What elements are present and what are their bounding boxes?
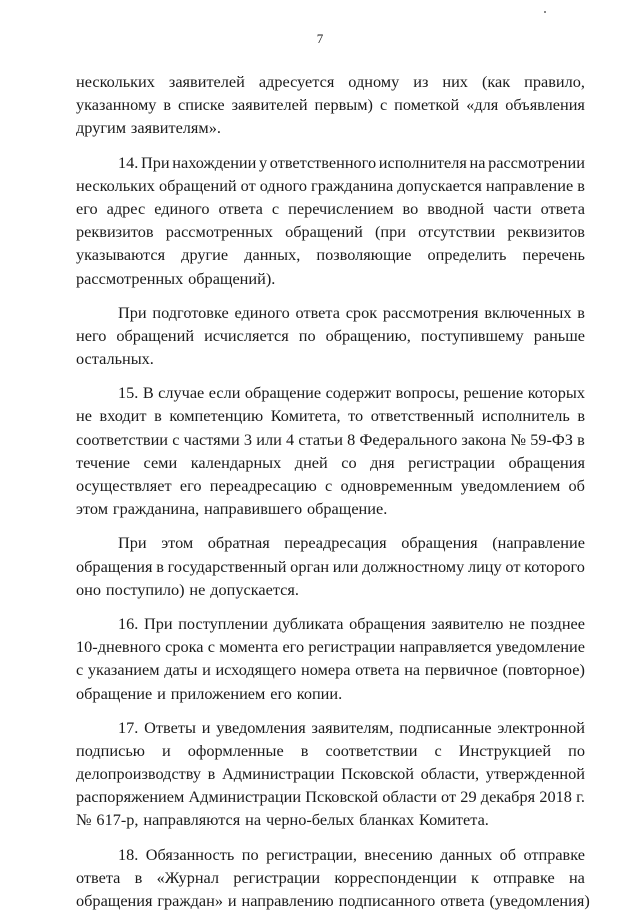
- text-line: [76, 267, 585, 290]
- text-line: [76, 739, 585, 762]
- word: обращения: [76, 556, 153, 576]
- word: переадресацию: [209, 476, 317, 495]
- word: При: [141, 152, 170, 172]
- word: направляются: [143, 810, 241, 830]
- word: у: [259, 152, 268, 172]
- word: ответа: [295, 302, 340, 322]
- paragraph-gap: [76, 832, 585, 843]
- word: поступило): [105, 579, 185, 599]
- word: г.: [576, 787, 585, 807]
- word: «для: [466, 95, 499, 115]
- word: с: [172, 429, 180, 449]
- word: от: [441, 787, 457, 807]
- word: регистрации: [233, 867, 321, 887]
- word: (уведомления): [489, 891, 590, 910]
- document-body: [76, 70, 590, 912]
- word: содержит: [325, 383, 392, 403]
- word: с: [271, 198, 280, 218]
- word: со: [341, 452, 357, 472]
- word: раньше: [533, 325, 585, 345]
- word: регистрации,: [266, 844, 357, 864]
- word: на: [404, 660, 421, 680]
- word: от: [505, 556, 521, 576]
- word: подготовке: [152, 302, 229, 322]
- word: даты: [164, 660, 198, 680]
- word: направление: [485, 175, 574, 195]
- word: рассмотрении: [488, 152, 585, 172]
- word: статьи: [298, 429, 343, 449]
- word: случае: [158, 383, 205, 403]
- word: не: [76, 406, 92, 426]
- word: 8: [347, 429, 356, 449]
- text-line: [76, 555, 585, 578]
- word: нескольких: [76, 72, 155, 91]
- text-line: [76, 197, 585, 220]
- word: в: [577, 429, 585, 449]
- word: указанием: [87, 660, 160, 680]
- word: ответа: [540, 198, 585, 218]
- page-number: 7: [316, 31, 324, 46]
- word: делопроизводству: [76, 764, 202, 784]
- text-line: [76, 451, 585, 474]
- word: (повторное): [502, 660, 585, 680]
- word: во: [402, 198, 419, 218]
- word: из: [413, 72, 429, 91]
- word: 2018: [539, 787, 572, 807]
- text-line: [76, 578, 585, 601]
- word: гражданина: [311, 175, 394, 195]
- word: заявителям».: [130, 118, 221, 138]
- text-line: [76, 889, 590, 912]
- word: 617-р,: [96, 810, 139, 830]
- word: его: [76, 198, 98, 218]
- word: Инструкцией: [458, 740, 552, 760]
- word: на: [568, 867, 585, 887]
- word: обращения: [508, 452, 585, 472]
- word: дней: [294, 452, 328, 472]
- paragraph: [76, 381, 585, 520]
- word: адрес: [106, 198, 146, 218]
- word: дня: [370, 452, 395, 472]
- word: на: [245, 810, 262, 830]
- word: в: [163, 95, 172, 115]
- text-line: [76, 531, 585, 554]
- word: рассмотренных: [76, 268, 184, 288]
- scan-speck: [544, 11, 546, 13]
- word: в: [134, 867, 143, 887]
- word: обращение: [76, 683, 153, 703]
- word: отправке: [523, 844, 585, 864]
- word: соответствии: [76, 429, 168, 449]
- word: отсутствии: [418, 222, 496, 242]
- word: его: [270, 683, 292, 703]
- word: 17.: [118, 717, 139, 737]
- text-line: [76, 347, 585, 370]
- text-line: [76, 301, 585, 324]
- word: или: [256, 429, 282, 449]
- word: обращений: [158, 175, 237, 195]
- text-line: [76, 174, 585, 197]
- word: к: [470, 867, 479, 887]
- word: с: [379, 95, 388, 115]
- word: реквизитов: [76, 222, 154, 242]
- text-line: [76, 866, 585, 889]
- text-line: [76, 635, 585, 658]
- paragraph: [76, 151, 585, 290]
- word: которого: [524, 556, 585, 576]
- text-line: [76, 682, 585, 705]
- word: направляется: [399, 637, 492, 657]
- word: них: [442, 72, 468, 91]
- word: регистрации: [408, 452, 495, 472]
- word: заявителей: [168, 72, 245, 91]
- word: лицу: [467, 556, 502, 576]
- word: бланках: [359, 810, 415, 830]
- word: данных: [440, 844, 493, 864]
- text-line: [76, 151, 585, 174]
- word: При: [143, 613, 173, 633]
- word: обращению,: [325, 325, 411, 345]
- word: списке: [178, 95, 225, 115]
- word: включенных: [484, 302, 572, 322]
- word: адресуется: [258, 72, 335, 91]
- word: номера: [301, 660, 351, 680]
- word: пометкой: [394, 95, 460, 115]
- word: 16.: [118, 613, 139, 633]
- word: должностному: [362, 556, 465, 576]
- text-line: [76, 843, 585, 866]
- paragraph-gap: [76, 601, 585, 612]
- word: (направление: [492, 533, 585, 553]
- paragraph: [76, 531, 585, 601]
- word: перечень: [522, 245, 585, 265]
- word: 10-дневного: [76, 637, 161, 657]
- word: области,: [420, 764, 480, 784]
- word: на: [469, 152, 486, 172]
- word: оформленные: [187, 740, 284, 760]
- word: Комитета.: [419, 810, 489, 830]
- word: заявителям,: [311, 717, 394, 737]
- word: подписанные: [399, 717, 492, 737]
- word: обращений).: [188, 268, 276, 288]
- word: копии.: [296, 683, 343, 703]
- word: 18.: [118, 844, 139, 864]
- word: декабря: [480, 787, 536, 807]
- word: первичное: [424, 660, 498, 680]
- word: и: [227, 891, 237, 910]
- word: правило,: [524, 72, 585, 91]
- word: исполнителя: [378, 152, 467, 172]
- word: Федерального: [359, 429, 458, 449]
- paragraph-gap: [76, 705, 585, 716]
- word: календарных: [190, 452, 282, 472]
- word: в: [156, 556, 164, 576]
- word: с: [76, 660, 84, 680]
- word: об: [499, 844, 516, 864]
- word: если: [208, 383, 241, 403]
- word: данных,: [244, 245, 301, 265]
- paragraph: [76, 612, 585, 705]
- word: закона: [461, 429, 507, 449]
- word: в: [577, 175, 585, 195]
- word: одного: [259, 175, 307, 195]
- word: (при: [374, 222, 406, 242]
- word: Псковской: [341, 764, 415, 784]
- word: 3: [243, 429, 253, 449]
- word: нахождении: [172, 152, 257, 172]
- word: (как: [481, 72, 511, 91]
- word: обращения: [76, 891, 153, 910]
- word: направившего: [204, 499, 303, 519]
- word: Псковской: [305, 787, 379, 807]
- word: с: [207, 637, 216, 657]
- paragraph: [76, 716, 585, 832]
- word: 29: [460, 787, 477, 807]
- word: 15.: [118, 383, 139, 403]
- word: Администрации: [188, 787, 302, 807]
- word: единого: [234, 302, 290, 322]
- word: распоряжением: [76, 787, 185, 807]
- paragraph-gap: [76, 520, 585, 531]
- word: то: [348, 406, 364, 426]
- word: с: [434, 740, 442, 760]
- text-line: [76, 93, 585, 116]
- paragraph-gap: [76, 370, 585, 381]
- word: вопросы,: [395, 383, 460, 403]
- word: «Журнал: [156, 867, 220, 887]
- word: подписью: [76, 740, 145, 760]
- word: нескольких: [76, 175, 155, 195]
- word: обращений: [285, 222, 363, 242]
- word: №: [76, 810, 92, 830]
- word: орган: [290, 556, 330, 576]
- word: соответствии: [325, 740, 418, 760]
- word: об: [568, 476, 585, 495]
- word: срок: [345, 302, 378, 322]
- word: по: [298, 325, 316, 345]
- word: обращения: [401, 533, 478, 553]
- word: рассмотрения: [382, 302, 479, 322]
- word: и: [157, 683, 166, 703]
- word: или: [332, 556, 359, 576]
- word: позднее: [530, 613, 585, 633]
- word: момента: [219, 637, 279, 657]
- word: поступившему: [420, 325, 524, 345]
- word: корреспонденции: [334, 867, 457, 887]
- text-line: [76, 497, 585, 520]
- word: него: [76, 325, 107, 345]
- word: уведомления: [216, 717, 306, 737]
- text-line: [76, 474, 585, 497]
- word: ответа: [355, 660, 400, 680]
- paragraph-gap: [76, 140, 585, 151]
- word: обращений: [116, 325, 195, 345]
- word: приложением: [170, 683, 266, 703]
- word: от: [240, 175, 256, 195]
- word: ответа: [218, 198, 263, 218]
- word: частями: [183, 429, 240, 449]
- word: №: [510, 429, 526, 449]
- word: и: [161, 740, 171, 760]
- word: и: [202, 660, 211, 680]
- word: его: [179, 476, 202, 495]
- text-line: [76, 428, 585, 451]
- text-line: [76, 762, 585, 785]
- word: которых: [527, 383, 585, 403]
- word: заявителю: [431, 613, 504, 633]
- word: части: [493, 198, 532, 218]
- text-line: [76, 324, 585, 347]
- text-line: [76, 808, 585, 831]
- word: утвержденной: [485, 764, 585, 784]
- word: подписанного: [338, 891, 436, 910]
- word: рассмотренных: [165, 222, 273, 242]
- word: другие: [181, 245, 229, 265]
- paragraph-gap: [76, 290, 585, 301]
- word: 4: [286, 429, 295, 449]
- word: указанному: [76, 95, 157, 115]
- word: исполнитель: [481, 406, 570, 426]
- word: исходящего: [215, 660, 297, 680]
- paragraph: [76, 843, 590, 912]
- word: в: [577, 302, 585, 322]
- word: допускается: [397, 175, 482, 195]
- word: первым): [314, 95, 373, 115]
- word: объявления: [505, 95, 585, 115]
- word: перечислением: [288, 198, 394, 218]
- word: ответа: [76, 867, 121, 887]
- word: в: [154, 406, 162, 426]
- word: оно: [76, 579, 101, 599]
- word: в: [577, 406, 585, 426]
- word: другим: [76, 118, 127, 138]
- word: отправке: [493, 867, 555, 887]
- word: ответственный: [370, 406, 475, 426]
- word: ответа: [440, 891, 485, 910]
- word: Обязанность: [145, 844, 235, 864]
- word: направлению: [241, 891, 334, 910]
- word: срока: [165, 637, 204, 657]
- text-line: [76, 658, 585, 681]
- word: гражданина,: [112, 499, 200, 519]
- word: указываются: [76, 245, 166, 265]
- word: определить: [427, 245, 507, 265]
- word: электронной: [497, 717, 585, 737]
- word: этом: [76, 499, 109, 519]
- text-line: [76, 612, 585, 635]
- text-line: [76, 116, 585, 139]
- word: обращение.: [306, 499, 388, 519]
- word: и: [201, 717, 211, 737]
- text-line: [76, 220, 585, 243]
- word: по: [568, 740, 585, 760]
- text-line: [76, 716, 585, 739]
- word: в: [300, 740, 309, 760]
- word: обратная: [207, 533, 270, 553]
- word: реквизитов: [507, 222, 585, 242]
- word: поступлении: [178, 613, 268, 633]
- text-line: [76, 381, 585, 404]
- text-line: [76, 70, 585, 93]
- paragraph: [76, 301, 585, 371]
- word: семи: [143, 452, 178, 472]
- word: В: [142, 383, 154, 403]
- word: обращение: [244, 383, 322, 403]
- word: внесению: [364, 844, 433, 864]
- text-line: [76, 404, 585, 427]
- word: уведомлением: [460, 476, 561, 495]
- word: переадресация: [284, 533, 387, 553]
- word: 14.: [118, 152, 139, 172]
- word: этом: [161, 533, 194, 553]
- word: одновременным: [340, 476, 453, 495]
- word: вводной: [427, 198, 485, 218]
- text-line: [76, 243, 585, 266]
- word: не: [189, 579, 206, 599]
- word: единого: [154, 198, 210, 218]
- word: по: [241, 844, 259, 864]
- word: одному: [348, 72, 400, 91]
- word: в: [207, 764, 216, 784]
- word: обращения: [349, 613, 426, 633]
- word: решение: [463, 383, 524, 403]
- word: граждан»: [157, 891, 224, 910]
- word: ответственного: [269, 152, 377, 172]
- text-line: [76, 785, 585, 808]
- word: течение: [76, 452, 131, 472]
- word: уведомление: [495, 637, 585, 657]
- word: 59-ФЗ: [530, 429, 573, 449]
- word: заявителей: [231, 95, 308, 115]
- word: государственный: [167, 556, 287, 576]
- word: Комитета,: [270, 406, 341, 426]
- word: не: [508, 613, 525, 633]
- word: Ответы: [144, 717, 196, 737]
- word: с: [325, 476, 333, 495]
- word: дубликата: [273, 613, 344, 633]
- word: исчисляется: [204, 325, 289, 345]
- word: компетенцию: [169, 406, 264, 426]
- word: черно-белых: [265, 810, 355, 830]
- word: При: [118, 302, 147, 322]
- word: позволяющие: [316, 245, 412, 265]
- word: остальных.: [76, 349, 154, 369]
- word: Администрации: [221, 764, 335, 784]
- word: При: [118, 533, 147, 553]
- word: регистрации: [308, 637, 396, 657]
- word: его: [282, 637, 305, 657]
- word: допускается.: [210, 579, 299, 599]
- word: входит: [99, 406, 147, 426]
- paragraph: [76, 70, 585, 140]
- word: области: [382, 787, 437, 807]
- word: осуществляет: [76, 476, 172, 495]
